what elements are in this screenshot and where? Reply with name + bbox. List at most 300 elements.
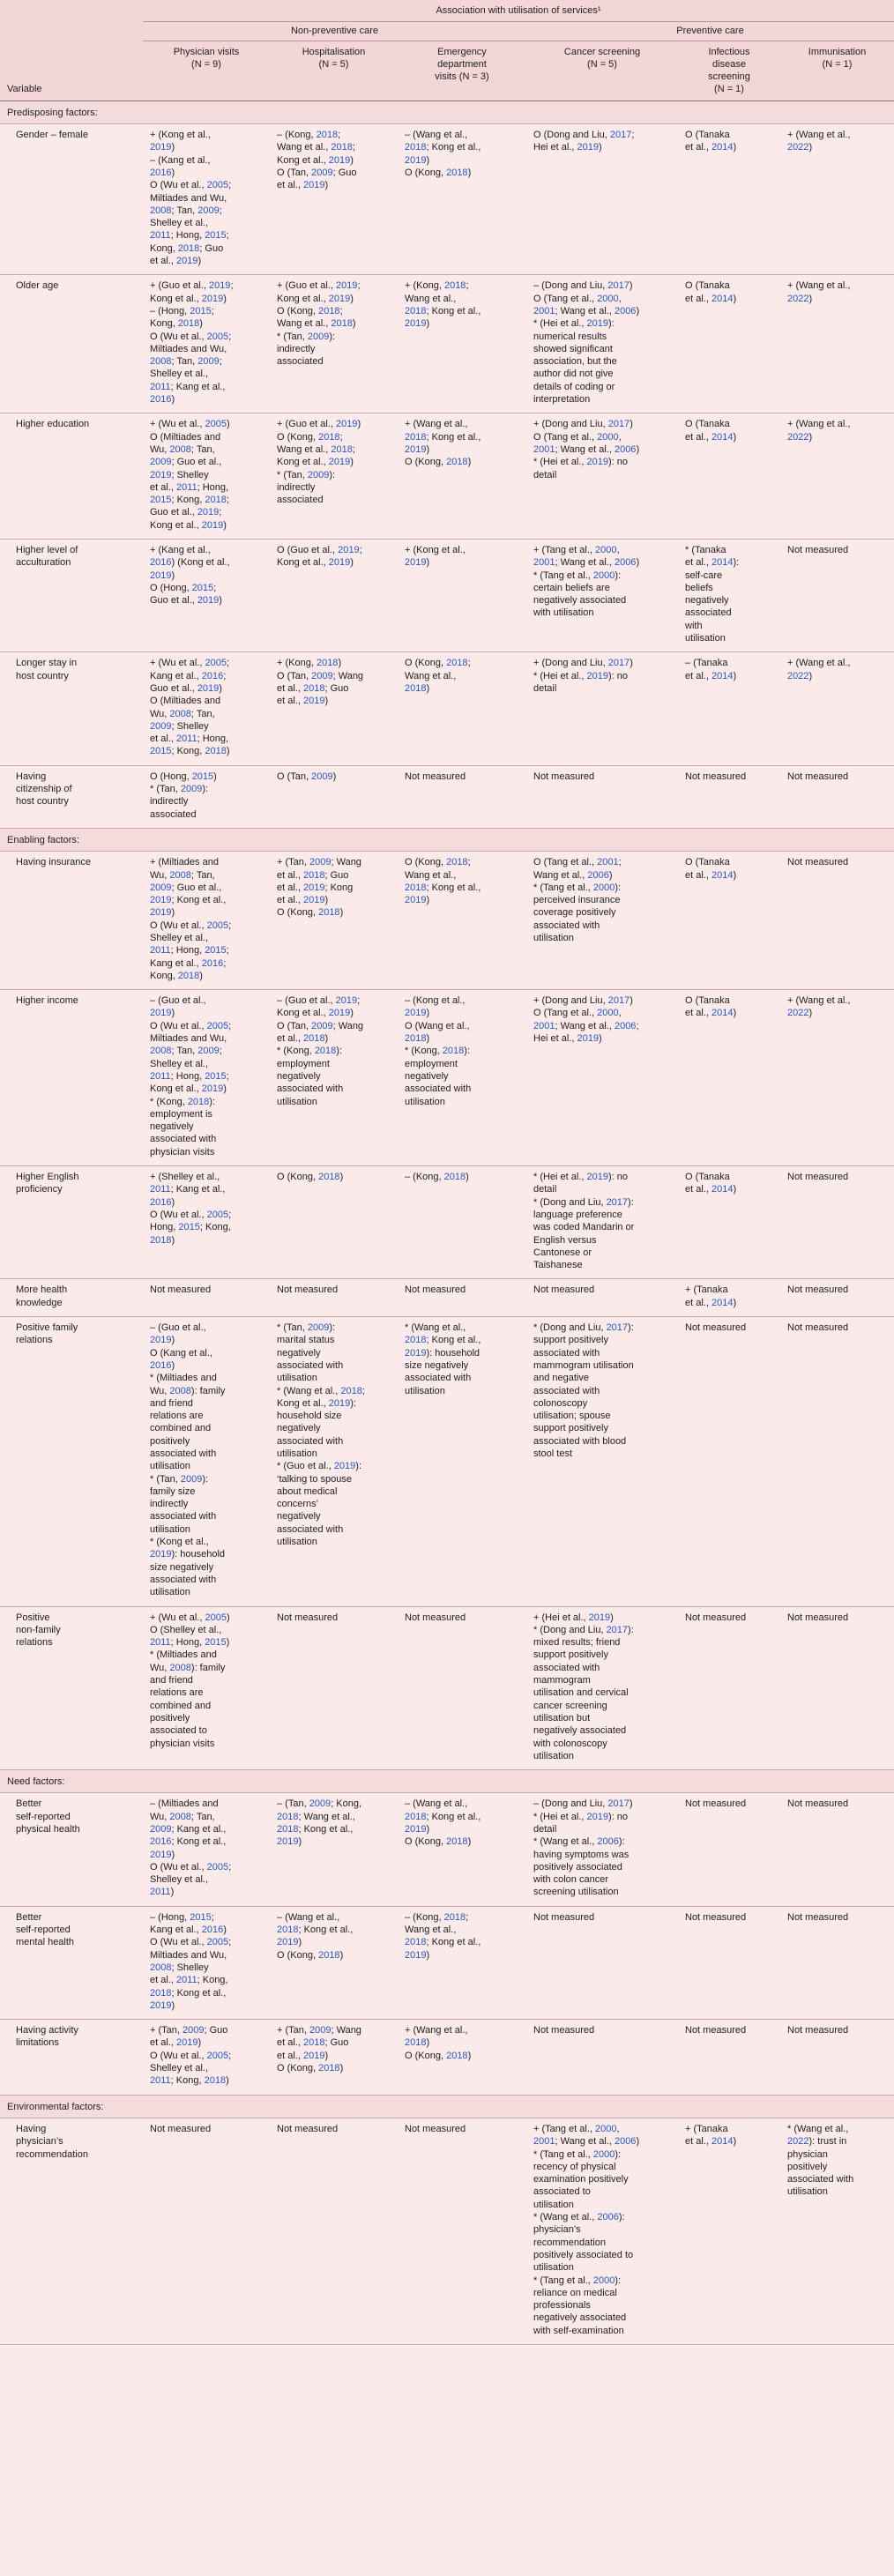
cell-line: utilisation	[150, 1461, 190, 1472]
cell-line: et al., 2019; Kong	[277, 882, 354, 893]
cell-line: Guo et al., 2019)	[150, 595, 222, 607]
cell-line: – (Kong et al.,	[405, 995, 466, 1007]
cell-line: * (Tan, 2009):	[277, 469, 336, 480]
cell-line: O (Kong, 2018;	[277, 431, 343, 443]
cell-line: 2022)	[787, 293, 813, 304]
table-cell	[270, 124, 398, 275]
table-cell	[780, 124, 894, 275]
table-cell	[143, 990, 270, 1166]
variable-cell	[0, 652, 143, 765]
cell-line: O (Tanaka	[685, 130, 730, 141]
section-row	[0, 828, 894, 851]
cell-line: employment is	[150, 1108, 212, 1120]
table-cell	[780, 652, 894, 765]
cell-line: * (Tang et al., 2000):	[533, 2274, 622, 2286]
cell-line: Not measured	[685, 1798, 747, 1810]
cell-line: – (Guo et al., 2019;	[277, 995, 361, 1007]
cell-line: 2016)	[150, 167, 175, 178]
cell-line: – (Tanaka	[685, 658, 728, 669]
cell-line: 2019)	[150, 570, 175, 581]
table-cell	[780, 2020, 894, 2095]
cell-line: Shelley et al.,	[150, 933, 209, 943]
cell-line: – (Wang et al.,	[405, 130, 468, 141]
variable-line: proficiency	[16, 1184, 63, 1195]
table-cell	[398, 539, 526, 651]
cell-line: negatively	[277, 1511, 321, 1523]
table-cell	[270, 852, 398, 990]
header-blank	[0, 0, 143, 22]
variable-line: Having	[16, 2123, 47, 2134]
cell-line: + (Dong and Liu, 2017)	[533, 658, 633, 669]
variable-line: Higher income	[16, 995, 78, 1007]
cell-line: O (Tanaka	[685, 995, 730, 1007]
cell-line: * (Tang et al., 2000):	[533, 882, 622, 893]
cell-line: recommendation	[533, 2237, 606, 2248]
cell-line: Not measured	[150, 1284, 212, 1296]
cell-line: Hong, 2015; Kong,	[150, 1222, 231, 1233]
cell-line: association, but the	[533, 356, 617, 368]
column-header-line: (N = 5)	[318, 58, 349, 70]
cell-line: + (Tan, 2009; Guo	[150, 2025, 228, 2036]
variable-line: mental health	[16, 1937, 75, 1948]
variable-cell	[0, 2118, 143, 2344]
cell-line: + (Wang et al.,	[787, 130, 851, 141]
column-header-line: department	[437, 58, 487, 70]
variable-cell	[0, 990, 143, 1166]
variable-line: host country	[16, 670, 69, 681]
cell-line: * (Wang et al., 2006):	[533, 1836, 625, 1848]
cell-line: 2018; Wang et al.,	[277, 1811, 355, 1822]
table-cell	[780, 1166, 894, 1279]
cell-line: language preference	[533, 1209, 622, 1220]
cell-line: Not measured	[685, 1911, 747, 1923]
variable-cell	[0, 1793, 143, 1906]
cell-line: O (Wu et al., 2005;	[150, 331, 232, 342]
cell-line: 2018; Kong et al.,	[405, 431, 481, 443]
cell-line: Wang et al.,	[405, 293, 457, 304]
cell-line: negatively	[277, 1423, 321, 1434]
column-header	[143, 41, 270, 101]
cell-line: physician visits	[150, 1738, 215, 1749]
cell-line: + (Tanaka	[685, 2123, 728, 2134]
table-cell	[526, 1279, 678, 1317]
variable-line: non-family	[16, 1624, 61, 1635]
cell-line: with colonoscopy	[533, 1738, 607, 1749]
cell-line: 2019): household	[405, 1347, 481, 1359]
cell-line: Not measured	[787, 1612, 849, 1623]
cell-line: + (Wu et al., 2005)	[150, 1612, 230, 1623]
cell-line: 2018; Kong et al.,	[405, 1937, 481, 1948]
cell-line: 2008; Tan, 2009;	[150, 356, 222, 368]
cell-line: having symptoms was	[533, 1849, 630, 1860]
cell-line: Kang et al., 2016;	[150, 670, 227, 681]
cell-line: 2019)	[150, 907, 175, 919]
variable-line: physical health	[16, 1824, 80, 1835]
cell-line: 2022)	[787, 142, 813, 153]
column-header-line: screening	[708, 71, 750, 83]
cell-line: et al., 2014)	[685, 142, 737, 153]
cell-line: support positively	[533, 1335, 608, 1346]
cell-line: * (Kong, 2018):	[405, 1046, 471, 1057]
cell-line: et al., 2019)	[150, 256, 202, 267]
cell-line: * (Dong and Liu, 2017):	[533, 1322, 634, 1334]
cell-line: Miltiades and Wu,	[150, 192, 227, 204]
variable-line: self-reported	[16, 1925, 71, 1936]
cell-line: Not measured	[787, 1172, 849, 1183]
cell-line: size negatively	[150, 1561, 214, 1573]
cell-line: O (Tanaka	[685, 1172, 730, 1183]
cell-line: negatively	[150, 1121, 194, 1133]
table-cell	[143, 652, 270, 765]
cell-line: O (Shelley et al.,	[150, 1624, 222, 1635]
cell-line: – (Kong, 2018)	[405, 1172, 469, 1183]
cell-line: et al., 2014)	[685, 293, 737, 304]
cell-line: perceived insurance	[533, 895, 621, 906]
variable-cell	[0, 124, 143, 275]
cell-line: negatively	[277, 1070, 321, 1082]
cell-line: physician	[787, 2148, 828, 2160]
cell-line: O (Wu et al., 2005;	[150, 1209, 232, 1220]
cell-line: negatively associated	[533, 2312, 627, 2324]
cell-line: 2011; Hong, 2015;	[150, 945, 229, 957]
variable-cell	[0, 539, 143, 651]
cell-line: 2019)	[405, 1824, 430, 1835]
cell-line: numerical results	[533, 331, 607, 342]
table-cell	[526, 1793, 678, 1906]
cell-line: 2001; Wang et al., 2006)	[533, 443, 640, 455]
table-cell	[780, 765, 894, 828]
table-row	[0, 1166, 894, 1279]
cell-line: support positively	[533, 1649, 608, 1661]
cell-line: + (Guo et al., 2019;	[150, 280, 234, 292]
cell-line: Wu, 2008; Tan,	[150, 443, 215, 455]
cell-line: utilisation; spouse	[533, 1411, 611, 1422]
cell-line: + (Hei et al., 2019)	[533, 1612, 614, 1623]
cell-line: negatively associated	[533, 595, 627, 607]
variable-line: Positive	[16, 1612, 50, 1623]
group-nonpreventive: Non-preventive care	[143, 22, 526, 41]
section-row	[0, 1770, 894, 1793]
cell-line: about medical	[277, 1485, 338, 1497]
cell-line: 2019)	[150, 1849, 175, 1860]
table-cell	[143, 539, 270, 651]
cell-line: negatively	[277, 1347, 321, 1359]
table-cell	[270, 1606, 398, 1770]
cell-line: mammogram	[533, 1675, 591, 1686]
cell-line: showed significant	[533, 343, 613, 354]
cell-line: combined and	[150, 1700, 212, 1711]
table-row	[0, 539, 894, 651]
cell-line: utilisation and cervical	[533, 1687, 629, 1699]
cell-line: Guo et al., 2019;	[150, 507, 222, 518]
section-heading: Enabling factors:	[0, 828, 894, 851]
table-cell	[398, 1279, 526, 1317]
cell-line: and friend	[150, 1397, 193, 1409]
cell-line: O (Miltiades and	[150, 431, 221, 443]
variable-line: Positive family	[16, 1322, 78, 1334]
table-cell	[678, 2118, 780, 2344]
cell-line: utilisation	[533, 2199, 574, 2210]
cell-line: + (Dong and Liu, 2017)	[533, 419, 633, 430]
variable-line: Having activity	[16, 2025, 78, 2036]
table-cell	[270, 652, 398, 765]
cell-line: 2019; Shelley	[150, 469, 209, 480]
cell-line: employment	[277, 1058, 330, 1069]
cell-line: 2018; Kong et al.,	[150, 1987, 227, 1999]
cell-line: + (Wu et al., 2005)	[150, 419, 230, 430]
section-row	[0, 2095, 894, 2118]
cell-line: * (Kong et al.,	[150, 1537, 209, 1548]
table-cell	[398, 413, 526, 540]
table-cell	[270, 1317, 398, 1607]
cell-line: + (Guo et al., 2019;	[277, 280, 361, 292]
cell-line: 2011; Kang et al.,	[150, 381, 226, 392]
cell-line: negatively	[685, 595, 729, 607]
cell-line: utilisation	[533, 1750, 574, 1761]
variable-cell	[0, 765, 143, 828]
cell-line: + (Tanaka	[685, 1284, 728, 1296]
cell-line: – (Miltiades and	[150, 1798, 219, 1810]
cell-line: utilisation	[277, 1373, 317, 1384]
cell-line: * (Kong, 2018):	[150, 1096, 216, 1107]
table-cell	[398, 1906, 526, 2019]
cell-line: 2016) (Kong et al.,	[150, 557, 230, 569]
cell-line: O (Guo et al., 2019;	[277, 544, 362, 555]
column-header-line: Physician visits	[173, 46, 240, 57]
cell-line: Wu, 2008; Tan,	[150, 869, 215, 881]
cell-line: 2009; Shelley	[150, 720, 209, 732]
column-header	[678, 41, 780, 101]
cell-line: + (Wang et al.,	[405, 419, 468, 430]
column-header-line: Infectious	[708, 46, 750, 57]
cell-line: Wang et al.,	[405, 670, 457, 681]
cell-line: O (Kong, 2018)	[405, 167, 472, 178]
cell-line: et al., 2018)	[277, 1033, 329, 1045]
column-header-line: disease	[712, 58, 746, 70]
cell-line: O (Wu et al., 2005;	[150, 1020, 232, 1031]
cell-line: detail	[533, 682, 557, 694]
table-cell	[526, 1906, 678, 2019]
cell-line: 2016)	[150, 1359, 175, 1371]
cell-line: 2011; Kong, 2018)	[150, 2075, 229, 2087]
cell-line: associated with	[150, 1574, 217, 1585]
cell-line: Shelley et al.,	[150, 1874, 209, 1886]
table-cell	[143, 413, 270, 540]
table-cell	[678, 413, 780, 540]
cell-line: Wang et al., 2006)	[533, 869, 613, 881]
cell-line: Wu, 2008): family	[150, 1385, 226, 1396]
column-header	[270, 41, 398, 101]
cell-line: associated with	[150, 1448, 217, 1459]
cell-line: * (Wang et al.,	[787, 2123, 849, 2134]
table-cell	[780, 852, 894, 990]
cell-line: Wang et al., 2018;	[277, 142, 355, 153]
cell-line: ‘talking to spouse	[277, 1473, 352, 1485]
cell-line: O (Tang et al., 2000,	[533, 1008, 622, 1019]
cell-line: – (Hong, 2015;	[150, 305, 214, 316]
cell-line: – (Guo et al.,	[150, 995, 206, 1007]
cell-line: associated with blood	[533, 1435, 627, 1447]
variable-line: self-reported	[16, 1811, 71, 1822]
cell-line: associated with	[405, 1373, 472, 1384]
cell-line: + (Guo et al., 2019)	[277, 419, 361, 430]
cell-line: coverage positively	[533, 907, 616, 919]
cell-line: O (Kong, 2018;	[405, 857, 471, 868]
cell-line: * (Guo et al., 2019):	[277, 1461, 362, 1472]
cell-line: + (Shelley et al.,	[150, 1172, 220, 1183]
table-cell	[398, 990, 526, 1166]
cell-line: O (Hong, 2015;	[150, 582, 217, 593]
cell-line: relations are	[150, 1687, 204, 1699]
table-cell	[270, 2118, 398, 2344]
cell-line: Kong et al., 2019):	[277, 1397, 356, 1409]
table-row	[0, 1906, 894, 2019]
cell-line: et al., 2019)	[277, 895, 329, 906]
cell-line: and friend	[150, 1675, 193, 1686]
cell-line: 2019)	[405, 557, 430, 569]
variable-line: Having insurance	[16, 857, 91, 868]
table-row	[0, 852, 894, 990]
cell-line: Not measured	[685, 771, 747, 782]
cell-line: + (Wang et al.,	[787, 658, 851, 669]
table-cell	[270, 2020, 398, 2095]
cell-line: O (Tang et al., 2001;	[533, 857, 622, 868]
variable-cell	[0, 413, 143, 540]
cell-line: associated to	[533, 2186, 591, 2198]
cell-line: et al., 2014)	[685, 1297, 737, 1308]
column-header	[780, 41, 894, 101]
cell-line: Miltiades and Wu,	[150, 1033, 227, 1045]
cell-line: Not measured	[405, 1284, 466, 1296]
variable-line: Gender – female	[16, 130, 88, 141]
cell-line: Miltiades and Wu,	[150, 343, 227, 354]
column-header-line: (N = 1)	[714, 84, 744, 95]
cell-line: 2018; Kong et al.,	[277, 1925, 354, 1936]
table-cell	[780, 1793, 894, 1906]
cell-line: 2009; Kang et al.,	[150, 1824, 227, 1835]
cell-line: Kong et al., 2019)	[277, 1008, 354, 1019]
cell-line: O (Wu et al., 2005;	[150, 919, 232, 931]
cell-line: 2009; Guo et al.,	[150, 457, 222, 468]
cell-line: Taishanese	[533, 1260, 583, 1271]
cell-line: negatively associated	[533, 1725, 627, 1737]
cell-line: 2019)	[277, 1836, 302, 1848]
cell-line: detail	[533, 469, 557, 480]
table-cell	[678, 1166, 780, 1279]
cell-line: with utilisation	[533, 607, 594, 619]
cell-line: positively associated	[533, 1861, 622, 1872]
table-cell	[526, 652, 678, 765]
cell-line: employment	[405, 1058, 458, 1069]
cell-line: utilisation	[405, 1096, 445, 1107]
table-cell	[143, 1606, 270, 1770]
variable-line: relations	[16, 1637, 53, 1649]
cell-line: recency of physical	[533, 2161, 616, 2172]
cell-line: Not measured	[277, 1284, 339, 1296]
cell-line: utilisation	[150, 1587, 190, 1598]
cell-line: Not measured	[787, 1911, 849, 1923]
table-cell	[143, 852, 270, 990]
cell-line: mixed results; friend	[533, 1637, 621, 1649]
table-cell	[270, 990, 398, 1166]
cell-line: O (Kong, 2018)	[277, 1172, 344, 1183]
table-row	[0, 1606, 894, 1770]
table-cell	[780, 413, 894, 540]
cell-line: associated with	[150, 1511, 217, 1523]
cell-line: * (Dong and Liu, 2017):	[533, 1624, 634, 1635]
cell-line: 2018)	[150, 1234, 175, 1246]
table-cell	[143, 124, 270, 275]
table-cell	[270, 1906, 398, 2019]
cell-line: 2001; Wang et al., 2006)	[533, 305, 640, 316]
cell-line: O (Tang et al., 2000,	[533, 431, 622, 443]
cell-line: Wu, 2008): family	[150, 1662, 226, 1673]
cell-line: Kong et al., 2019)	[277, 293, 354, 304]
table-cell	[143, 1279, 270, 1317]
cell-line: detail	[533, 1184, 557, 1195]
cell-line: associated with	[405, 1083, 472, 1095]
variable-cell	[0, 1606, 143, 1770]
variable-line: Longer stay in	[16, 658, 78, 669]
table-cell	[270, 413, 398, 540]
table-cell	[398, 765, 526, 828]
table-cell	[780, 1906, 894, 2019]
cell-line: 2018; Kong et al.,	[405, 1811, 481, 1822]
cell-line: O (Kong, 2018)	[277, 2063, 344, 2074]
table-cell	[526, 2020, 678, 2095]
cell-line: 2022)	[787, 670, 813, 681]
cell-line: associated with	[533, 1385, 600, 1396]
cell-line: + (Dong and Liu, 2017)	[533, 995, 633, 1007]
cell-line: O (Wu et al., 2005;	[150, 180, 232, 191]
table-row	[0, 275, 894, 413]
cell-line: positively associated to	[533, 2249, 634, 2260]
cell-line: Not measured	[277, 1612, 339, 1623]
cell-line: Not measured	[787, 2025, 849, 2036]
variable-line: limitations	[16, 2037, 59, 2049]
cell-line: Kang et al., 2016)	[150, 1925, 227, 1936]
cell-line: et al., 2014)	[685, 869, 737, 881]
table-cell	[143, 2020, 270, 2095]
column-header-line: Immunisation	[808, 46, 867, 57]
table-cell	[678, 275, 780, 413]
cell-line: * (Tan, 2009):	[150, 784, 209, 795]
table-cell	[270, 765, 398, 828]
table-cell	[780, 990, 894, 1166]
cell-line: O (Wu et al., 2005;	[150, 2050, 232, 2061]
cell-line: Hei et al., 2019)	[533, 1033, 602, 1045]
variable-line: relations	[16, 1335, 53, 1346]
cell-line: + (Kang et al.,	[150, 544, 211, 555]
cell-line: associated with	[533, 919, 600, 931]
cell-line: associated with	[277, 1435, 344, 1447]
cell-line: household size	[277, 1411, 342, 1422]
cell-line: 2019)	[405, 154, 430, 166]
cell-line: was coded Mandarin or	[533, 1222, 635, 1233]
cell-line: with colon cancer	[533, 1874, 608, 1886]
cell-line: Not measured	[787, 857, 849, 868]
cell-line: relations are	[150, 1411, 204, 1422]
cell-line: 2011)	[150, 1887, 175, 1898]
cell-line: Kong, 2018)	[150, 970, 203, 981]
cell-line: Kong, 2018; Guo	[150, 242, 224, 254]
table-cell	[143, 275, 270, 413]
cell-line: associated with	[277, 1359, 344, 1371]
cell-line: + (Kong, 2018;	[405, 280, 469, 292]
cell-line: + (Tan, 2009; Wang	[277, 2025, 361, 2036]
column-header-line: Hospitalisation	[302, 46, 366, 57]
column-header-line: (N = 9)	[191, 58, 221, 70]
